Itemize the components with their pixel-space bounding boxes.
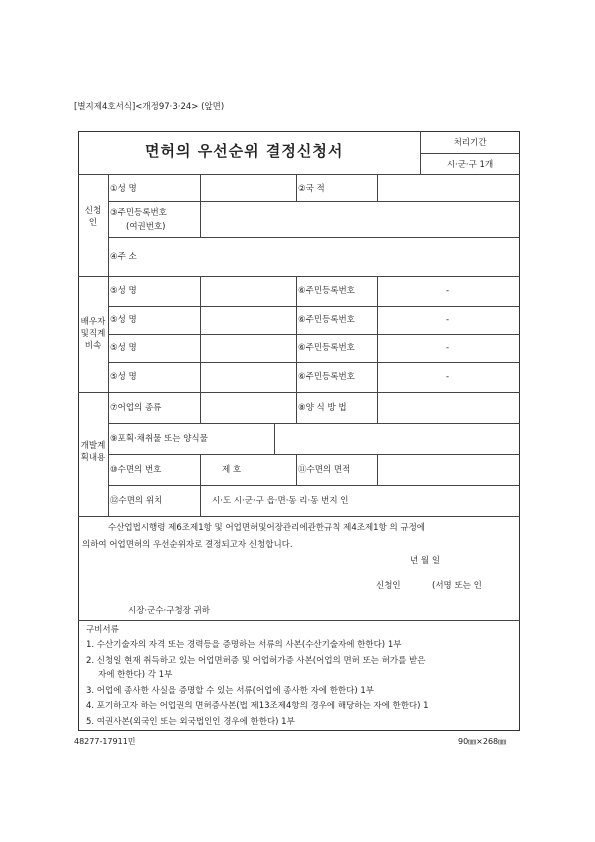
form-number: 48277-17911민 [74,737,136,746]
table-rule [108,306,520,307]
table-rule [108,454,520,455]
table-rule [78,276,520,277]
name-field[interactable] [202,184,294,196]
form-title: 면허의 우선순위 결정신청서 [145,142,344,160]
sign-note: (서명 또는 인 [432,581,482,591]
table-rule [377,392,378,423]
spouse-name-label: ⑤성 명 [110,343,137,353]
plan-section-label: 개발계 획내용 [80,441,106,463]
water-area-label: ⑪수면의 면적 [298,465,351,475]
form-header: [별지제4호서식]<개정97·3·24> (앞면) [74,102,225,112]
name-label: ①성 명 [110,184,137,194]
catch-label: ⑨포획·채취물 또는 양식물 [110,434,208,444]
spouse-reg-dash: - [446,343,450,353]
docs-item: 1. 수산기술자의 자격 또는 경력등을 증명하는 서류의 사본(수산기술자에 한한다) 1부 [86,640,402,650]
fishery-type-label: ⑦어업의 종류 [110,403,162,413]
table-rule [274,423,275,454]
table-rule [200,201,201,237]
table-rule [78,620,520,621]
table-rule [200,174,201,201]
water-no-label: ⑩수면의 번호 [110,465,162,475]
table-rule [200,276,201,392]
table-rule [377,174,378,201]
spouse-reg-dash: - [446,286,450,296]
table-rule [108,201,520,202]
table-rule [200,454,201,485]
passport-no-label: (여권번호) [126,222,166,232]
spouse-reg-label: ⑥주민등록번호 [298,286,355,296]
table-rule [296,454,297,485]
spouse-reg-label: ⑥주민등록번호 [298,343,355,353]
processing-value: 시·군·구 1개 [446,160,494,170]
table-rule [377,454,378,485]
reg-no-label: ③주민등록번호 [110,208,167,218]
reg-no-field[interactable] [202,212,517,224]
culture-method-label: ⑧양 식 방 법 [298,403,347,413]
processing-label: 처리기간 [453,138,487,148]
date-line: 년 월 일 [410,556,441,566]
table-rule [108,423,520,424]
docs-item: 5. 여권사본(외국인 또는 외국법인인 경우에 한한다) 1부 [86,717,295,727]
docs-item: 2. 신청일 현재 취득하고 있는 어업면허증 및 어업허가증 사본(어업의 면허 또는 허가를 받은 [86,656,426,666]
water-loc-label: ⑫수면의 위치 [110,496,163,506]
nationality-label: ②국 적 [298,184,325,194]
statement-line-2: 의하여 어업면허의 우선순위자로 결정되고자 신청합니다. [82,540,293,550]
spouse-reg-dash: - [446,372,450,382]
spouse-name-label: ⑤성 명 [110,372,137,382]
docs-title: 구비서류 [86,625,119,635]
table-rule [108,485,520,486]
applicant-section-label: 신청인 [84,206,102,228]
table-rule [296,392,297,423]
spouse-name-label: ⑤성 명 [110,286,137,296]
address-field[interactable] [202,252,517,264]
spouse-section-label: 배우자 및직계 비속 [80,317,106,351]
table-rule [420,153,520,154]
water-no-value: 제 호 [222,465,242,475]
table-rule [108,237,520,238]
water-loc-value: 시·도 시·군·구 읍·면·동 리·동 번지 인 [212,496,349,506]
table-rule [296,276,297,392]
docs-item: 자에 한한다) 각 1부 [98,670,173,680]
table-rule [78,392,520,393]
applicant-sign-label: 신청인 [376,581,401,591]
table-rule [78,516,520,517]
nationality-field[interactable] [379,184,517,196]
spouse-reg-label: ⑥주민등록번호 [298,315,355,325]
docs-item: 4. 포기하고자 하는 어업권의 면허증사본(법 제13조제4항의 경우에 해당하는 자에 한한다) 1 [86,701,429,711]
address-label: ④주 소 [110,252,137,262]
statement-line-1: 수산업법시행령 제6조제1항 및 어업면허및어장관리에관한규칙 제4조제1항 의 규정에 [108,523,426,533]
table-rule [108,174,109,516]
docs-item: 3. 어업에 종사한 사실을 증명할 수 있는 서류(어업에 종사한 자에 한한다) 1부 [86,686,374,696]
spouse-reg-label: ⑥주민등록번호 [298,372,355,382]
table-rule [377,276,378,392]
spouse-name-label: ⑤성 명 [110,315,137,325]
table-rule [296,174,297,201]
table-rule [200,392,201,423]
spouse-reg-dash: - [446,315,450,325]
table-rule [200,485,201,516]
table-rule [108,334,520,335]
addressee: 시장·군수·구청장 귀하 [128,606,211,616]
table-rule [78,174,520,175]
table-rule [108,362,520,363]
paper-size: 90㎜×268㎜ [458,737,507,746]
